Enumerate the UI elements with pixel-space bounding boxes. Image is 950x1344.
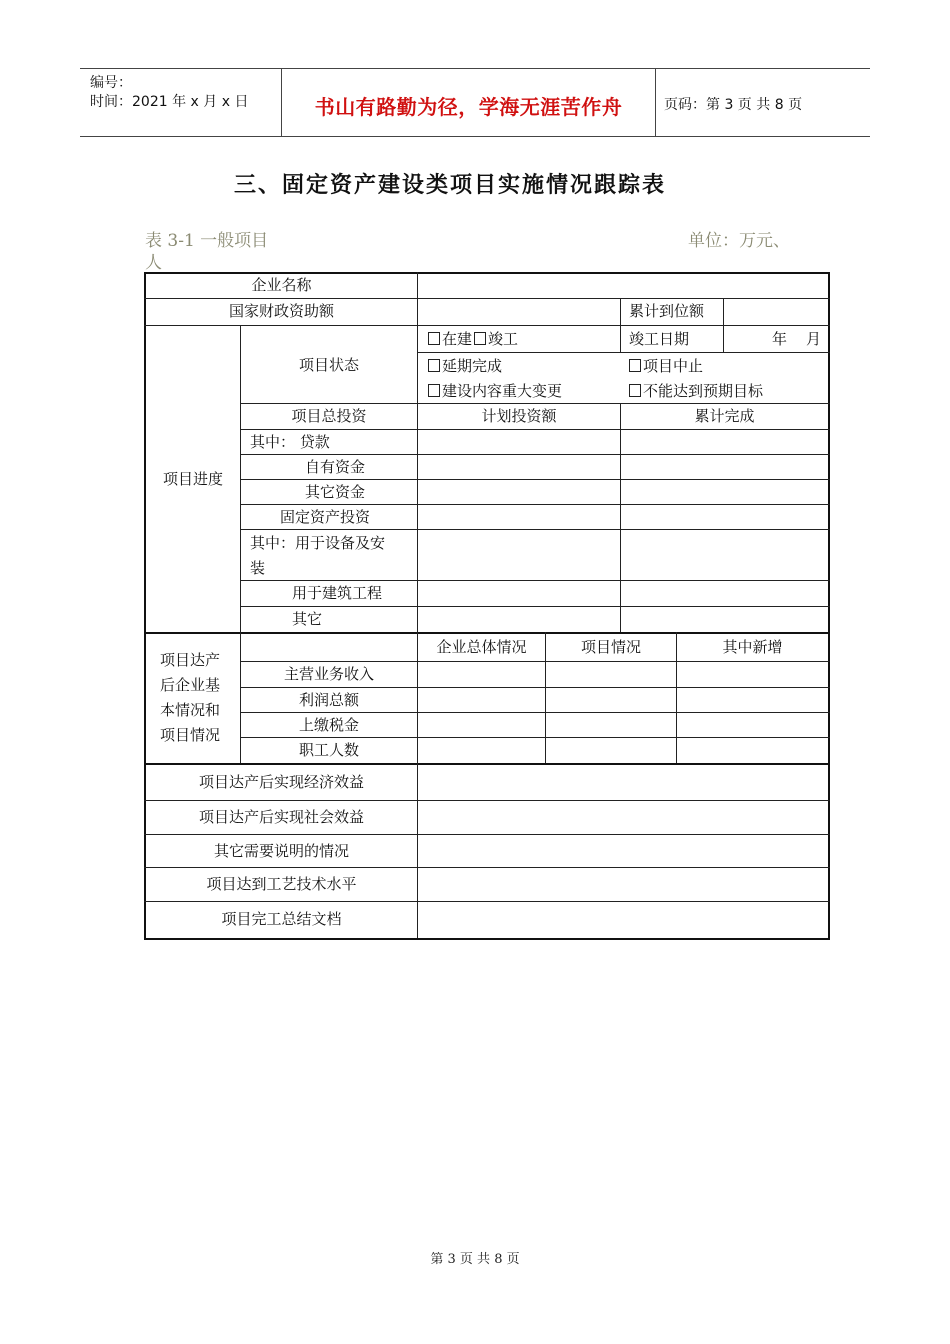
new-added-header: 其中新增 <box>722 638 783 656</box>
checkbox-icon <box>629 384 641 397</box>
checkbox-icon <box>428 384 440 397</box>
header-left-cell <box>80 69 281 136</box>
cumulative-received-value[interactable] <box>724 299 828 325</box>
equipment-label: 其中：用于设备及安 <box>250 534 386 552</box>
cumulative-received-label: 累计到位额 <box>629 302 705 320</box>
enterprise-overall-header: 企业总体情况 <box>436 638 527 656</box>
project-situation-header: 项目情况 <box>580 638 641 656</box>
social-benefit-label: 项目达产后实现社会效益 <box>198 808 364 826</box>
summary-docs-label: 项目完工总结文档 <box>221 910 342 928</box>
project-status-label: 项目状态 <box>298 356 359 374</box>
status-delayed-checkbox[interactable]: 延期完成 <box>428 354 502 379</box>
after-production-group-label: 项目情况 <box>160 726 221 744</box>
company-name-value[interactable] <box>418 273 828 298</box>
loan-label: 其中： 贷款 <box>250 433 330 451</box>
header-right-cell <box>655 69 870 136</box>
checkbox-icon <box>428 359 440 372</box>
document-header <box>80 68 870 137</box>
planned-investment-header: 计划投资额 <box>481 407 557 425</box>
other-funds-label: 其它资金 <box>305 483 366 501</box>
time-label: 时间：2021 年 x 月 x 日 <box>90 94 249 110</box>
total-profit-label: 利润总额 <box>298 691 359 709</box>
serial-label: 编号： <box>90 75 132 91</box>
table-caption: 表 3-1 一般项目 <box>145 231 269 251</box>
own-funds-label: 自有资金 <box>305 458 366 476</box>
unit-label: 单位：万元、 <box>688 231 790 251</box>
cumulative-completed-header: 累计完成 <box>694 407 755 425</box>
status-major-change-checkbox[interactable]: 建设内容重大变更 <box>428 379 562 404</box>
fixed-asset-investment-label: 固定资产投资 <box>280 508 371 526</box>
checkbox-icon <box>474 332 486 345</box>
checkbox-icon <box>629 359 641 372</box>
year-label: 年 <box>772 330 788 348</box>
completion-date-label: 竣工日期 <box>629 330 690 348</box>
state-subsidy-label: 国家财政资助额 <box>228 302 334 320</box>
status-suspended-checkbox[interactable]: 项目中止 <box>629 354 703 379</box>
page-info: 页码：第 3 页 共 8 页 <box>664 97 803 113</box>
checkbox-icon <box>428 332 440 345</box>
economic-benefit-label: 项目达产后实现经济效益 <box>198 773 364 791</box>
after-production-group-label: 项目达产 <box>160 651 221 669</box>
motto: 书山有路勤为径，学海无涯苦作舟 <box>314 95 623 119</box>
taxes-paid-label: 上缴税金 <box>298 716 359 734</box>
employees-label: 职工人数 <box>298 741 359 759</box>
other-notes-label: 其它需要说明的情况 <box>213 842 349 860</box>
unit-label-wrap: 人 <box>145 253 162 273</box>
month-label: 月 <box>806 330 822 348</box>
company-name-label: 企业名称 <box>251 276 312 294</box>
page-footer: 第 3 页 共 8 页 <box>430 1252 520 1267</box>
other-label: 其它 <box>292 610 323 628</box>
construction-works-label: 用于建筑工程 <box>292 584 383 602</box>
equipment-label-wrap: 装 <box>250 559 266 577</box>
page-title: 三、固定资产建设类项目实施情况跟踪表 <box>233 173 666 198</box>
after-production-group-label: 后企业基 <box>160 676 221 694</box>
status-target-miss-checkbox[interactable]: 不能达到预期目标 <box>629 379 763 404</box>
header-motto-cell <box>281 69 656 136</box>
main-revenue-label: 主营业务收入 <box>283 665 374 683</box>
state-subsidy-value[interactable] <box>418 299 620 325</box>
status-in-construction-checkbox[interactable]: 在建 竣工 <box>428 327 518 352</box>
tech-level-label: 项目达到工艺技术水平 <box>206 875 357 893</box>
after-production-group-label: 本情况和 <box>160 701 221 719</box>
progress-group-label: 项目进度 <box>162 470 223 488</box>
total-investment-label: 项目总投资 <box>291 407 367 425</box>
